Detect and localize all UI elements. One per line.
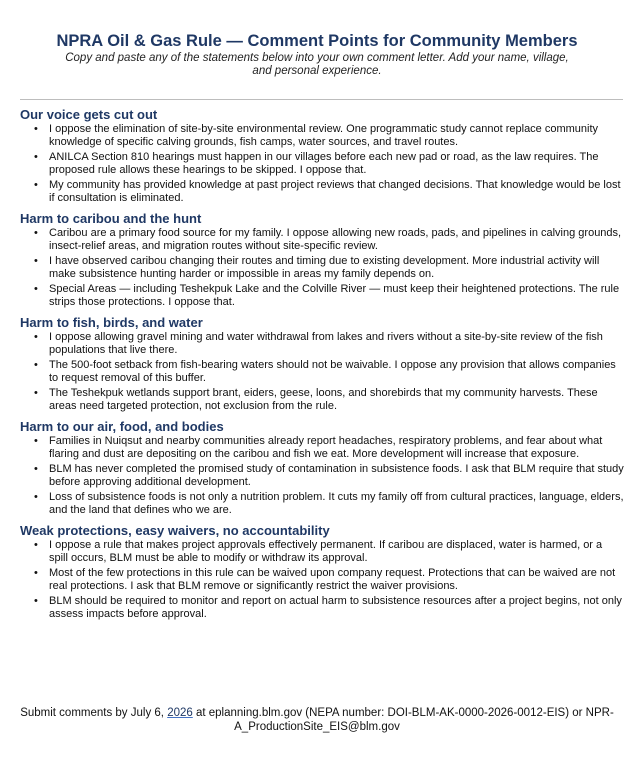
list-item[interactable]: • Caribou are a primary food source for my family. I oppose allowing new roads, pads, and pipelines in calving grounds, insect-relief areas, and migration routes without site-specific review. xyxy=(20,227,624,253)
page-subtitle: Copy and paste any of the statements below into your own comment letter. Add your name, village, and personal experience. xyxy=(65,52,569,77)
list-item[interactable]: • BLM should be required to monitor and report on actual harm to subsistence resources after a project begins, not only assess impacts before approval. xyxy=(20,595,624,621)
section-heading: Our voice gets cut out xyxy=(20,107,158,122)
section-heading: Harm to fish, birds, and water xyxy=(20,315,203,330)
deadline-year: 2026 xyxy=(167,707,193,719)
list-item[interactable]: • I oppose allowing gravel mining and water withdrawal from lakes and rivers without a site-by-site review of the fish populations that live there. xyxy=(20,331,624,357)
section-heading: Harm to caribou and the hunt xyxy=(20,211,202,226)
bullet-list xyxy=(20,435,624,517)
list-item[interactable]: • Loss of subsistence foods is not only a nutrition problem. It cuts my family off from cultural practices, language, elders, and the land that defines who we are. xyxy=(20,491,624,517)
footer-prefix: Submit comments by July 6, xyxy=(20,707,168,719)
section-heading: Harm to our air, food, and bodies xyxy=(20,419,224,434)
list-item[interactable]: • Most of the few protections in this rule can be waived upon company request. Protections that can be waived are not real protections. I ask that BLM remove or significantly restrict the waiver provisions. xyxy=(20,567,624,593)
list-item[interactable]: • My community has provided knowledge at past project reviews that changed decisions. That knowledge would be lost if consultation is eliminated. xyxy=(20,179,624,205)
bullet-list xyxy=(20,123,624,205)
list-item[interactable]: • The Teshekpuk wetlands support brant, eiders, geese, loons, and shorebirds that my community harvests. These areas need targeted protection, not exclusion from the rule. xyxy=(20,387,624,413)
section-fish-birds-water xyxy=(20,314,624,413)
list-item[interactable]: • BLM has never completed the promised study of contamination in subsistence foods. I ask that BLM require that study before approving additional development. xyxy=(20,463,624,489)
list-item[interactable]: • I have observed caribou changing their routes and timing due to existing development. More industrial activity will make subsistence hunting harder or impossible in areas my family depends on. xyxy=(20,255,624,281)
bullet-list xyxy=(20,539,624,621)
bullet-list xyxy=(20,331,624,413)
submission-instructions xyxy=(0,706,634,734)
list-item[interactable]: • ANILCA Section 810 hearings must happen in our villages before each new pad or road, as the law requires. The proposed rule allows these hearings to be skipped. I oppose that. xyxy=(20,151,624,177)
section-caribou xyxy=(20,210,624,309)
bullet-list xyxy=(20,227,624,309)
section-voice xyxy=(20,106,624,205)
horizontal-divider xyxy=(20,99,623,100)
section-heading: Weak protections, easy waivers, no accountability xyxy=(20,523,330,538)
section-weak-protections xyxy=(20,522,624,621)
footer-suffix: at eplanning.blm.gov (NEPA number: DOI-BLM-AK-0000-2026-0012-EIS) or NPR-A_ProductionSite_EIS@blm.gov xyxy=(192,707,614,733)
page-title: NPRA Oil & Gas Rule — Comment Points for Community Members xyxy=(56,32,578,50)
section-air-food-bodies xyxy=(20,418,624,517)
list-item[interactable]: • The 500-foot setback from fish-bearing waters should not be waivable. I oppose any provision that allows companies to request removal of this buffer. xyxy=(20,359,624,385)
comment-points xyxy=(20,106,624,623)
list-item[interactable]: • I oppose the elimination of site-by-site environmental review. One programmatic study cannot replace community knowledge of specific calving grounds, fish camps, water sources, and travel routes. xyxy=(20,123,624,149)
list-item[interactable]: • I oppose a rule that makes project approvals effectively permanent. If caribou are displaced, water is harmed, or a spill occurs, BLM must be able to modify or withdraw its approval. xyxy=(20,539,624,565)
list-item[interactable]: • Families in Nuiqsut and nearby communities already report headaches, respiratory problems, and fear about what flaring and dust are depositing on the caribou and fish we eat. More development will increase that exposure. xyxy=(20,435,624,461)
list-item[interactable]: • Special Areas — including Teshekpuk Lake and the Colville River — must keep their heightened protections. The rule strips those protections. I oppose that. xyxy=(20,283,624,309)
